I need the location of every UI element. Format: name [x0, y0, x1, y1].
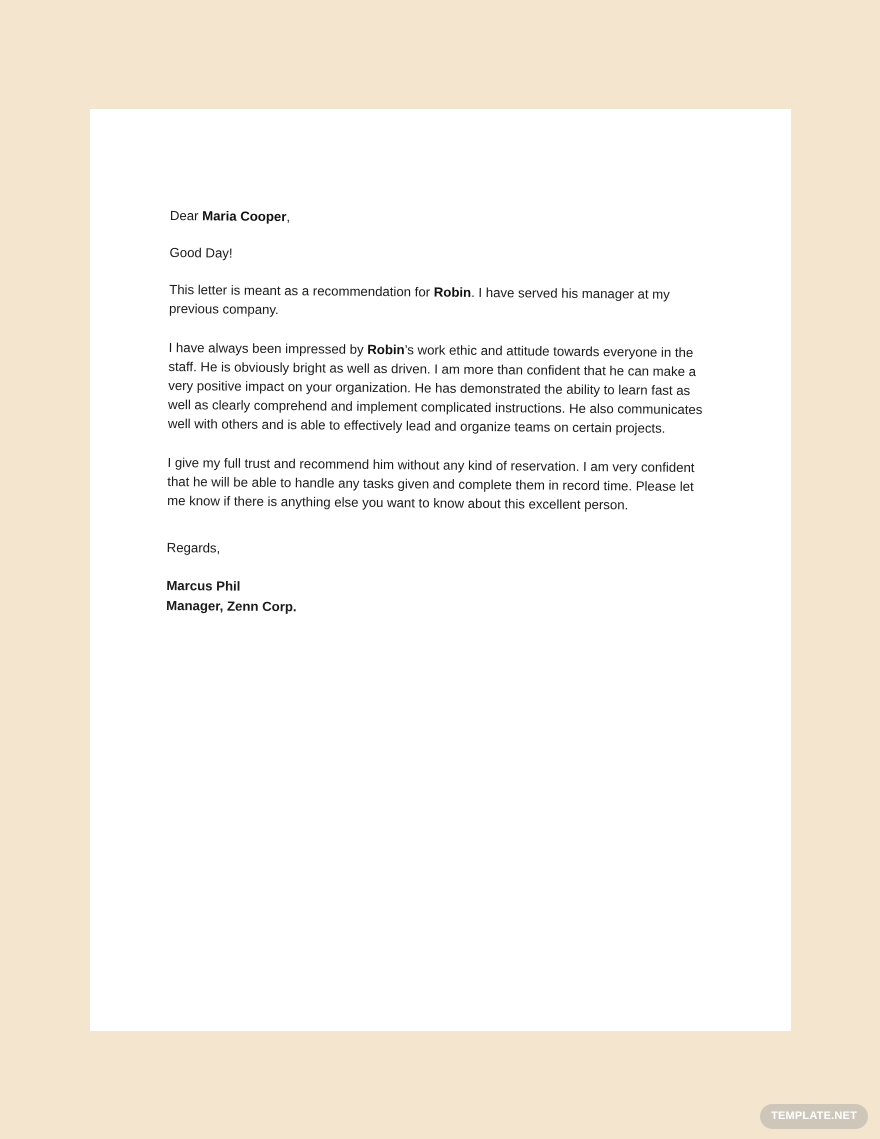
candidate-name: Robin	[367, 341, 405, 358]
watermark-badge: TEMPLATE.NET	[760, 1104, 868, 1129]
greeting: Good Day!	[169, 244, 233, 261]
salutation: Dear Maria Cooper,	[169, 207, 291, 225]
recipient-name: Maria Cooper	[202, 208, 287, 225]
letter-paper	[90, 109, 791, 1031]
signature-name: Marcus Phil	[166, 577, 241, 594]
paragraph-intro: This letter is meant as a recommendation for Robin. I have served his manager at my previous company.	[168, 281, 670, 318]
letter-body	[166, 206, 710, 621]
paragraph-praise: I have always been impressed by Robin’s work ethic and attitude towards everyone in the staff. He is obviously bright as well as driven. I am more than confident that he can make a very positive impact on your organization. He has demonstrated the ability to learn fast as well as clearly comprehend and implement complicated instructions. He also communicates well with others and is able to effectively lead and organize teams on certain projects.	[167, 339, 703, 436]
paragraph-endorsement: I give my full trust and recommend him without any kind of reservation. I am very confident that he will be able to handle any tasks given and complete them in record time. Please let me know if there is anything else you want to know about this excellent person.	[167, 454, 695, 513]
signature-title: Manager, Zenn Corp.	[166, 597, 297, 615]
closing: Regards,	[166, 539, 221, 556]
candidate-name: Robin	[433, 284, 472, 300]
